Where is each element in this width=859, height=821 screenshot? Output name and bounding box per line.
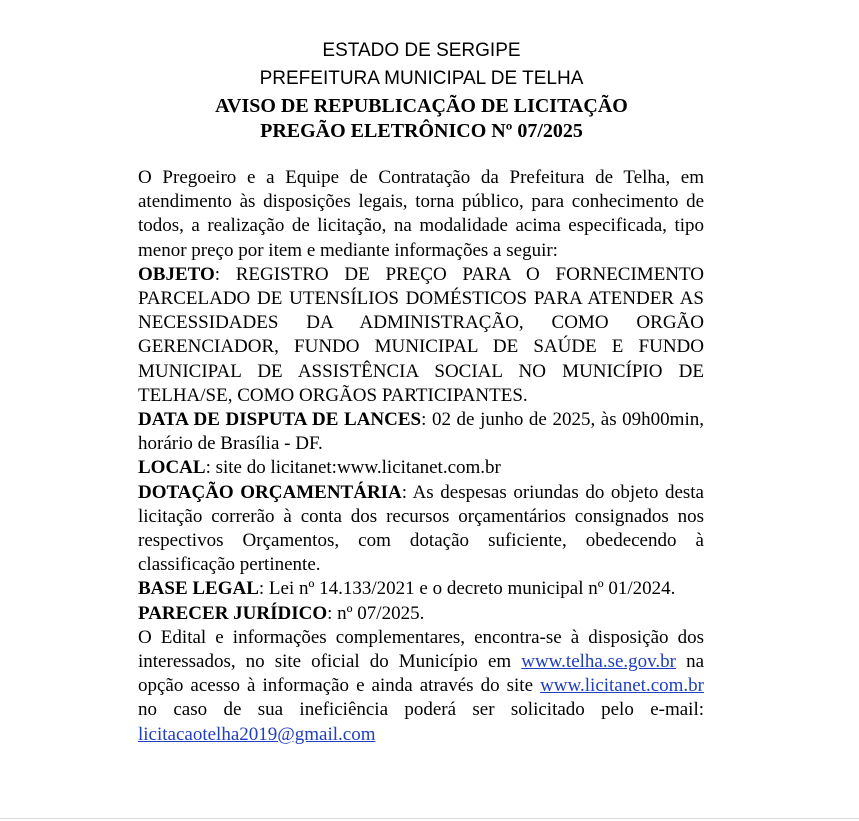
objeto-paragraph bbox=[138, 263, 704, 408]
page-bottom-divider bbox=[0, 818, 859, 819]
notice-title: AVISO DE REPUBLICAÇÃO DE LICITAÇÃO bbox=[215, 95, 628, 117]
edital-text-2: na opção acesso à informação e ainda através do site bbox=[138, 651, 704, 697]
parecer-label: PARECER JURÍDICO bbox=[138, 602, 328, 624]
notice-subtitle: PREGÃO ELETRÔNICO Nº 07/2025 bbox=[260, 120, 583, 142]
parecer-paragraph bbox=[138, 602, 704, 626]
header-prefecture: PREFEITURA MUNICIPAL DE TELHA bbox=[259, 68, 584, 89]
header-state: ESTADO DE SERGIPE bbox=[322, 40, 521, 61]
licitanet-site-link[interactable]: www.licitanet.com.br bbox=[540, 675, 704, 697]
edital-text-3: no caso de sua ineficiência poderá ser solicitado pelo e-mail: bbox=[138, 699, 704, 721]
local-label: LOCAL bbox=[138, 457, 206, 479]
edital-paragraph bbox=[138, 626, 704, 747]
parecer-text: : nº 07/2025. bbox=[327, 602, 425, 624]
objeto-text: : REGISTRO DE PREÇO PARA O FORNECIMENTO PARCELADO DE UTENSÍLIOS DOMÉSTICOS PARA ATENDER AS NECESSIDADES DA ADMINISTRAÇÃO, COMO ORGÃO GERENCIADOR, FUNDO MUNICIPAL DE SAÚDE E FUNDO MUNICIPAL DE ASSISTÊNCIA SOCIAL NO MUNICÍPIO DE TELHA/SE, COMO ORGÃOS PARTICIPANTES. bbox=[138, 263, 704, 406]
local-text: : site do licitanet:www.licitanet.com.br bbox=[205, 457, 501, 479]
base-legal-text: : Lei nº 14.133/2021 e o decreto municipal nº 01/2024. bbox=[258, 578, 676, 600]
email-link[interactable]: licitacaotelha2019@gmail.com bbox=[138, 723, 376, 745]
data-disputa-text: : 02 de junho de 2025, às 09h00min, horário de Brasília - DF. bbox=[138, 409, 704, 455]
data-disputa-label: DATA DE DISPUTA DE LANCES bbox=[138, 409, 422, 431]
edital-text-1: O Edital e informações complementares, encontra-se à disposição dos interessados, no site oficial do Município em bbox=[138, 626, 704, 673]
base-legal-label: BASE LEGAL bbox=[138, 578, 259, 600]
telha-site-link[interactable]: www.telha.se.gov.br bbox=[521, 651, 677, 673]
base-legal-paragraph bbox=[138, 577, 704, 601]
dotacao-paragraph bbox=[138, 481, 704, 578]
local-paragraph bbox=[138, 456, 704, 480]
objeto-label: OBJETO bbox=[138, 263, 215, 285]
data-disputa-paragraph bbox=[138, 408, 704, 456]
dotacao-text: : As despesas oriundas do objeto desta licitação correrão à conta dos recursos orçamentários consignados nos respectivos Orçamentos, com dotação suficiente, obedecendo à classificação pertinente. bbox=[138, 481, 704, 576]
notice-body bbox=[138, 166, 704, 747]
intro-paragraph: O Pregoeiro e a Equipe de Contratação da Prefeitura de Telha, em atendimento às disposições legais, torna público, para conhecimento de todos, a realização de licitação, na modalidade acima especificada, tipo menor preço por item e mediante informações a seguir: bbox=[138, 167, 704, 261]
dotacao-label: DOTAÇÃO ORÇAMENTÁRIA bbox=[138, 481, 402, 503]
